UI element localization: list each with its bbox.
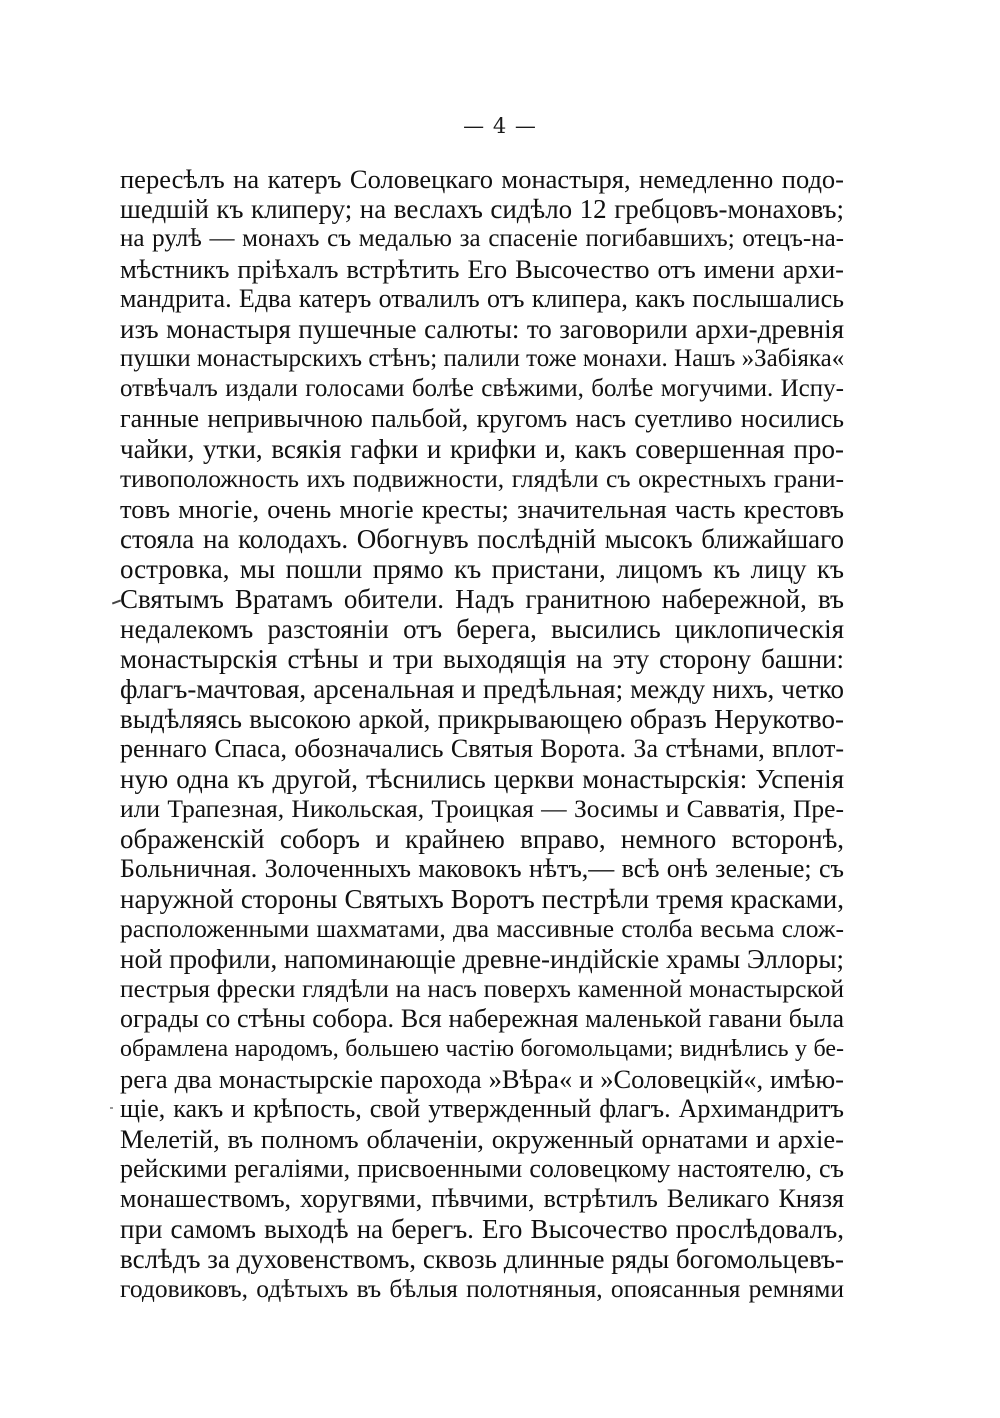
text-line: пестрыя фрески глядѣли на насъ поверхъ каменной монастырской <box>120 974 844 1003</box>
text-line: Мелетій, въ полномъ облаченіи, окруженный орнатами и архіе- <box>120 1124 844 1154</box>
text-line: или Трапезная, Никольская, Троицкая — Зосимы и Савватія, Пре- <box>120 794 844 823</box>
text-line: товъ многіе, очень многіе кресты; значительная часть крестовъ <box>120 494 844 524</box>
text-line: ную одна къ другой, тѣснились церкви монастырскія: Успенія <box>120 764 844 794</box>
text-line: мѣстникъ пріѣхалъ встрѣтить Его Высочество отъ имени архи- <box>120 254 844 284</box>
text-line: расположенными шахматами, два массивные столба весьма слож- <box>120 914 844 943</box>
text-line: монастырскія стѣны и три выходящія на эту сторону башни: <box>120 644 844 674</box>
text-line: флагъ-мачтовая, арсенальная и предѣльная; между нихъ, четко <box>120 674 844 704</box>
text-line: рега два монастырскіе парохода »Вѣра« и »Соловецкій«, имѣю- <box>120 1064 844 1094</box>
text-line: островка, мы пошли прямо къ пристани, лицомъ къ лицу къ <box>120 554 844 584</box>
margin-speck <box>110 1107 113 1109</box>
text-line: вслѣдъ за духовенствомъ, сквозь длинные ряды богомольцевъ- <box>120 1244 844 1274</box>
text-line: чайки, утки, всякія гафки и крифки и, какъ совершенная про- <box>120 434 844 464</box>
text-line: монашествомъ, хоругвями, пѣвчими, встрѣтилъ Великаго Князя <box>120 1184 844 1213</box>
text-line: шедшій къ клиперу; на веслахъ сидѣло 12 гребцовъ-монаховъ; <box>120 194 844 224</box>
text-line: изъ монастыря пушечные салюты: то заговорили архи-древнія <box>120 314 844 344</box>
text-line: ограды со стѣны собора. Вся набережная маленькой гавани была <box>120 1004 844 1033</box>
text-line: Больничная. Золоченныхъ маковокъ нѣтъ,— всѣ онѣ зеленые; съ <box>120 854 844 883</box>
text-line: выдѣляясь высокою аркой, прикрывающею образъ Нерукотво- <box>120 704 844 734</box>
text-line: пушки монастырскихъ стѣнъ; палили тоже монахи. Нашъ »Забіяка« <box>120 345 845 372</box>
text-line: отвѣчалъ издали голосами болѣе свѣжими, болѣе могучими. Испу- <box>120 375 844 402</box>
text-line: на рулѣ — монахъ съ медалью за спасеніе погибавшихъ; отецъ-на- <box>120 225 844 252</box>
text-line: наружной стороны Святыхъ Воротъ пестрѣли тремя красками, <box>120 884 844 914</box>
text-line: ной профили, напоминающіе древне-индійскіе храмы Эллоры; <box>120 944 844 974</box>
text-line: обрамлена народомъ, большею частію богомольцами; виднѣлись у бе- <box>120 1036 844 1062</box>
text-line: тивоположность ихъ подвижности, глядѣли съ окрестныхъ грани- <box>120 464 844 493</box>
page-number: — 4 — <box>463 114 537 138</box>
text-line: стояла на колодахъ. Обогнувъ послѣдній мысокъ ближайшаго <box>120 524 844 554</box>
text-line: недалекомъ разстояніи отъ берега, высились циклопическія <box>120 614 844 644</box>
text-line: мандрита. Едва катеръ отвалилъ отъ клипера, какъ послышались <box>120 284 844 313</box>
text-line: щіе, какъ и крѣпость, свой утвержденный флагъ. Архимандритъ <box>120 1094 844 1123</box>
text-line: реннаго Спаса, обозначались Святыя Ворота. За стѣнами, вплот- <box>120 734 844 763</box>
text-line: пересѣлъ на катеръ Соловецкаго монастыря, немедленно подо- <box>120 164 844 194</box>
text-line: ображенскій соборъ и крайнею вправо, немного всторонѣ, <box>120 824 844 854</box>
text-line: рейскими регаліями, присвоенными соловецкому настоятелю, съ <box>120 1154 844 1183</box>
text-line: годовиковъ, одѣтыхъ въ бѣлыя полотняныя, опоясанныя ремнями <box>120 1274 844 1303</box>
body-text <box>120 164 844 1304</box>
text-line: ганные непривычною пальбой, кругомъ насъ суетливо носились <box>120 404 844 433</box>
text-line: при самомъ выходѣ на берегъ. Его Высочество прослѣдовалъ, <box>120 1214 844 1244</box>
text-line: Святымъ Вратамъ обители. Надъ гранитною набережной, въ <box>120 584 844 614</box>
